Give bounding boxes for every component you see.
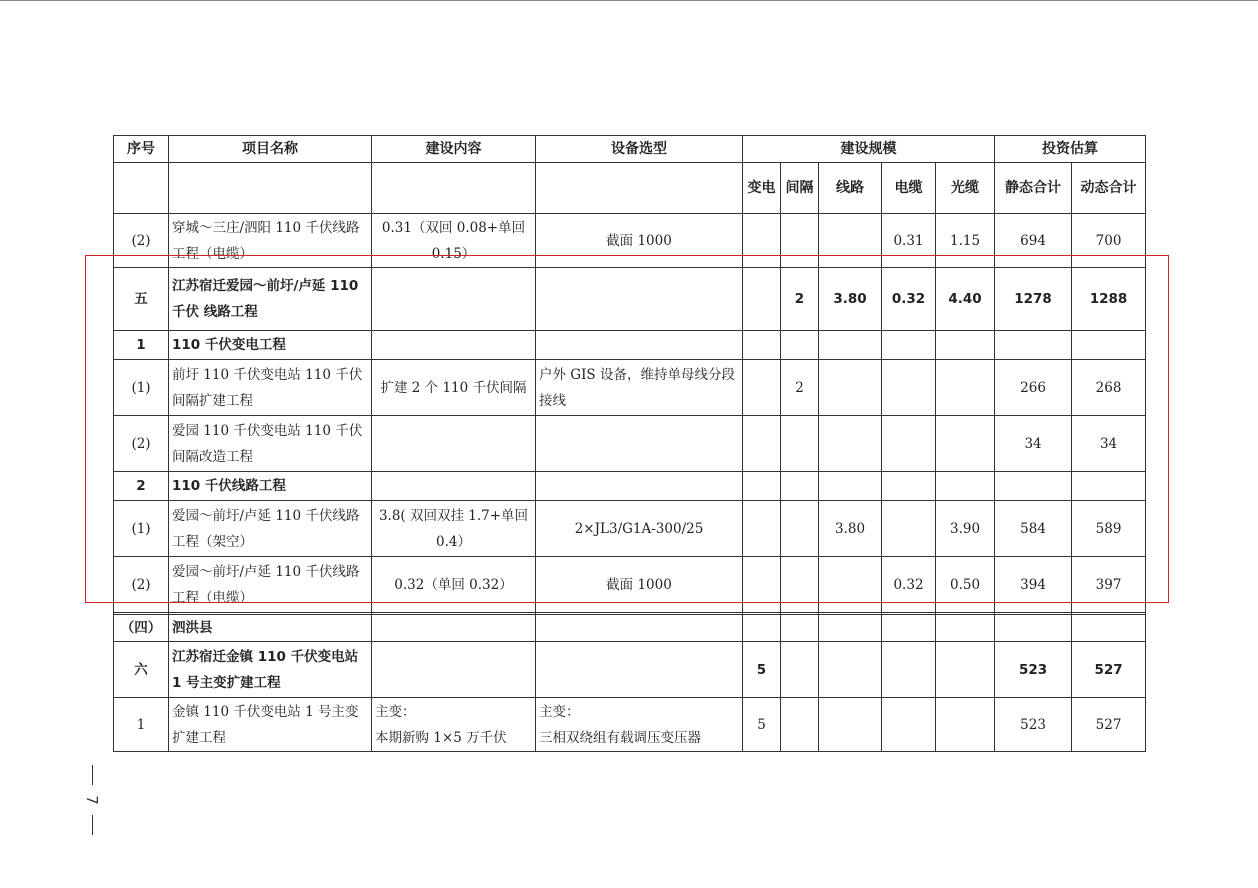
header-equipment: 设备选型	[536, 136, 743, 163]
cell-equipment: 截面 1000	[536, 557, 743, 613]
cell-line: 3.80	[819, 501, 882, 557]
cell-line: 3.80	[819, 268, 882, 331]
cell-seq: (2)	[114, 416, 169, 472]
cell-cable	[882, 698, 936, 752]
cell-name: 110 千伏变电工程	[169, 331, 372, 360]
cell-static: 694	[995, 214, 1072, 268]
cell-optical	[936, 642, 995, 698]
table-row	[114, 472, 1146, 501]
cell-name: 爱园～前圩/卢延 110 千伏线路工程（架空）	[169, 501, 372, 557]
cell-content	[372, 642, 536, 698]
cell-equipment	[536, 472, 743, 501]
cell-seq: 2	[114, 472, 169, 501]
cell-optical	[936, 698, 995, 752]
cell-equipment	[536, 416, 743, 472]
cell-bay	[781, 472, 819, 501]
cell-cable	[882, 472, 936, 501]
cell-equipment	[536, 615, 743, 642]
cell-optical: 0.50	[936, 557, 995, 613]
cell-seq: (1)	[114, 360, 169, 416]
table-row	[114, 360, 1146, 416]
cell-dynamic	[1072, 331, 1146, 360]
cell-dynamic: 397	[1072, 557, 1146, 613]
cell-bay	[781, 214, 819, 268]
cell-content: 主变： 本期新购 1×5 万千伏	[372, 698, 536, 752]
header-dynamic: 动态合计	[1072, 163, 1146, 214]
cell-dynamic: 527	[1072, 698, 1146, 752]
cell-cable	[882, 416, 936, 472]
cell-name: 金镇 110 千伏变电站 1 号主变扩建工程	[169, 698, 372, 752]
cell-optical	[936, 615, 995, 642]
cell-substation: 5	[743, 698, 781, 752]
cell-equipment: 截面 1000	[536, 214, 743, 268]
cell-bay: 2	[781, 268, 819, 331]
table-row	[114, 698, 1146, 752]
page-dash-bottom	[92, 815, 93, 835]
cell-cable	[882, 642, 936, 698]
cell-bay	[781, 331, 819, 360]
cell-substation	[743, 501, 781, 557]
cell-name: 穿城～三庄/泗阳 110 千伏线路工程（电缆）	[169, 214, 372, 268]
header-cable: 电缆	[882, 163, 936, 214]
cell-static: 266	[995, 360, 1072, 416]
cell-substation	[743, 268, 781, 331]
cell-content	[372, 472, 536, 501]
header-row-1	[114, 136, 1146, 163]
investment-table	[113, 135, 1146, 752]
cell-substation	[743, 416, 781, 472]
cell-line	[819, 698, 882, 752]
cell-content: 3.8( 双回双挂 1.7+单回 0.4）	[372, 501, 536, 557]
cell-dynamic: 700	[1072, 214, 1146, 268]
cell-line	[819, 214, 882, 268]
cell-dynamic	[1072, 472, 1146, 501]
cell-substation	[743, 472, 781, 501]
cell-line	[819, 557, 882, 613]
cell-seq: 五	[114, 268, 169, 331]
cell-cable	[882, 501, 936, 557]
cell-bay	[781, 416, 819, 472]
cell-seq: 1	[114, 698, 169, 752]
header-substation: 变电	[743, 163, 781, 214]
cell-equipment	[536, 642, 743, 698]
cell-cable: 0.32	[882, 557, 936, 613]
cell-static	[995, 331, 1072, 360]
cell-dynamic: 1288	[1072, 268, 1146, 331]
cell-static: 584	[995, 501, 1072, 557]
cell-name: 江苏宿迁金镇 110 千伏变电站 1 号主变扩建工程	[169, 642, 372, 698]
cell-dynamic: 268	[1072, 360, 1146, 416]
header-invest: 投资估算	[995, 136, 1146, 163]
cell-equipment	[536, 331, 743, 360]
cell-equipment: 户外 GIS 设备，维持单母线分段接线	[536, 360, 743, 416]
table-row	[114, 642, 1146, 698]
cell-line	[819, 331, 882, 360]
table-body	[114, 214, 1146, 752]
header-line: 线路	[819, 163, 882, 214]
header-name: 项目名称	[169, 136, 372, 163]
cell-substation	[743, 615, 781, 642]
cell-content: 扩建 2 个 110 千伏间隔	[372, 360, 536, 416]
page-number-text: 7	[83, 795, 101, 805]
header-content: 建设内容	[372, 136, 536, 163]
page-number	[82, 765, 102, 835]
cell-name: 前圩 110 千伏变电站 110 千伏间隔扩建工程	[169, 360, 372, 416]
table-row	[114, 214, 1146, 268]
cell-line	[819, 472, 882, 501]
cell-static: 34	[995, 416, 1072, 472]
cell-content	[372, 331, 536, 360]
cell-optical	[936, 360, 995, 416]
cell-equipment	[536, 268, 743, 331]
cell-static	[995, 472, 1072, 501]
cell-name: 爱园 110 千伏变电站 110 千伏间隔改造工程	[169, 416, 372, 472]
header-row-2	[114, 163, 1146, 214]
cell-seq: (2)	[114, 557, 169, 613]
cell-cable	[882, 360, 936, 416]
cell-seq: (1)	[114, 501, 169, 557]
cell-substation	[743, 557, 781, 613]
header-scale: 建设规模	[743, 136, 995, 163]
page-dash-top	[92, 765, 93, 785]
cell-optical: 3.90	[936, 501, 995, 557]
cell-dynamic	[1072, 615, 1146, 642]
cell-substation	[743, 360, 781, 416]
cell-substation	[743, 331, 781, 360]
table-row	[114, 557, 1146, 613]
table-row	[114, 501, 1146, 557]
cell-dynamic: 589	[1072, 501, 1146, 557]
cell-name: 江苏宿迁爱园～前圩/卢延 110 千伏 线路工程	[169, 268, 372, 331]
cell-optical: 1.15	[936, 214, 995, 268]
cell-name: 110 千伏线路工程	[169, 472, 372, 501]
cell-cable	[882, 331, 936, 360]
cell-cable: 0.32	[882, 268, 936, 331]
cell-equipment: 2×JL3/G1A-300/25	[536, 501, 743, 557]
cell-cable: 0.31	[882, 214, 936, 268]
header-optical: 光缆	[936, 163, 995, 214]
cell-line	[819, 642, 882, 698]
cell-content: 0.31（双回 0.08+单回 0.15）	[372, 214, 536, 268]
cell-optical	[936, 416, 995, 472]
header-seq: 序号	[114, 136, 169, 163]
cell-name: 爱园～前圩/卢延 110 千伏线路工程（电缆）	[169, 557, 372, 613]
cell-seq: 六	[114, 642, 169, 698]
cell-bay: 2	[781, 360, 819, 416]
cell-line	[819, 615, 882, 642]
cell-optical	[936, 472, 995, 501]
cell-line	[819, 360, 882, 416]
table-row	[114, 331, 1146, 360]
cell-optical: 4.40	[936, 268, 995, 331]
cell-bay	[781, 501, 819, 557]
header-bay: 间隔	[781, 163, 819, 214]
cell-seq: (2)	[114, 214, 169, 268]
cell-content	[372, 416, 536, 472]
table-row	[114, 615, 1146, 642]
top-rule	[0, 0, 1258, 1]
cell-name: 泗洪县	[169, 615, 372, 642]
cell-dynamic: 34	[1072, 416, 1146, 472]
cell-equipment: 主变： 三相双绕组有载调压变压器	[536, 698, 743, 752]
cell-bay	[781, 698, 819, 752]
cell-content	[372, 268, 536, 331]
cell-static	[995, 615, 1072, 642]
table-row	[114, 416, 1146, 472]
cell-substation: 5	[743, 642, 781, 698]
cell-bay	[781, 557, 819, 613]
cell-line	[819, 416, 882, 472]
cell-bay	[781, 642, 819, 698]
cell-static: 523	[995, 642, 1072, 698]
cell-static: 394	[995, 557, 1072, 613]
cell-content	[372, 615, 536, 642]
cell-static: 523	[995, 698, 1072, 752]
cell-substation	[743, 214, 781, 268]
cell-optical	[936, 331, 995, 360]
cell-static: 1278	[995, 268, 1072, 331]
table-row	[114, 268, 1146, 331]
cell-seq: 1	[114, 331, 169, 360]
cell-bay	[781, 615, 819, 642]
cell-content: 0.32（单回 0.32）	[372, 557, 536, 613]
cell-dynamic: 527	[1072, 642, 1146, 698]
cell-seq: （四）	[114, 615, 169, 642]
header-static: 静态合计	[995, 163, 1072, 214]
cell-cable	[882, 615, 936, 642]
